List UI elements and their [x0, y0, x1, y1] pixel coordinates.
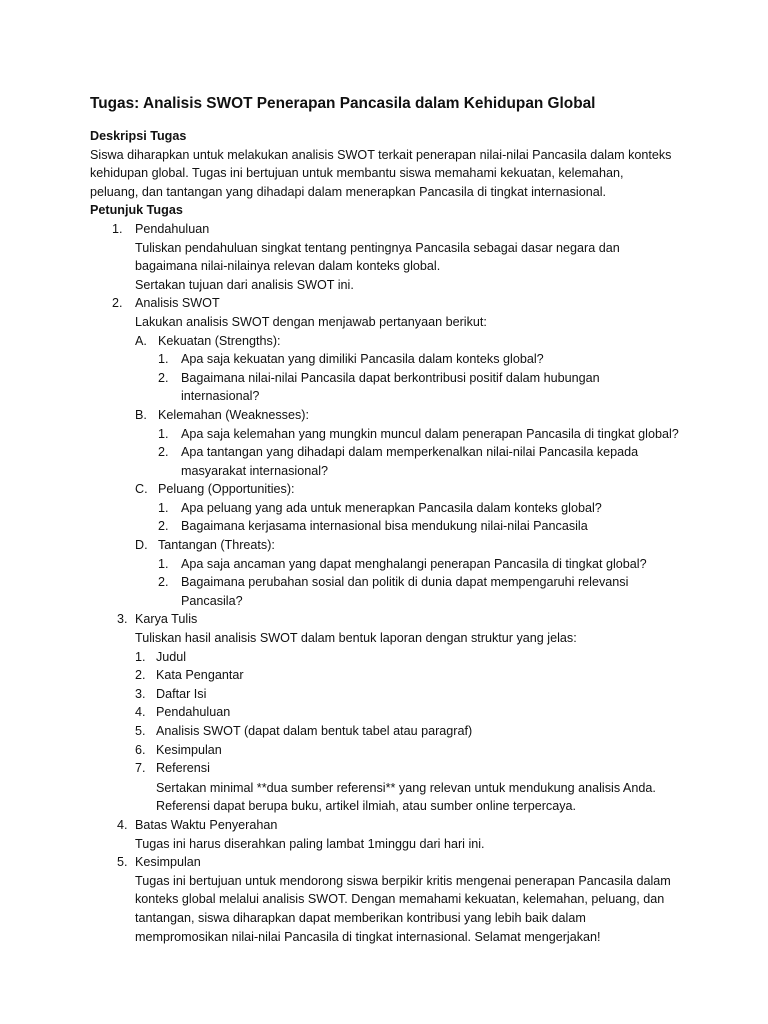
- list-letter: A.: [135, 333, 147, 348]
- section-title: Karya Tulis: [135, 612, 198, 627]
- list-number: 1.: [158, 426, 169, 441]
- document-title: Tugas: Analisis SWOT Penerapan Pancasila dalam Kehidupan Global: [90, 95, 596, 112]
- list-item-text: Kesimpulan: [156, 742, 222, 757]
- paragraph-line: Sertakan minimal **dua sumber referensi** yang relevan untuk mendukung analisis Anda.: [156, 780, 656, 795]
- question-line: Bagaimana perubahan sosial dan politik di dunia dapat mempengaruhi relevansi: [181, 575, 629, 590]
- list-number: 5.: [135, 724, 146, 738]
- referensi-note: [90, 779, 690, 816]
- document-content: [90, 94, 690, 946]
- paragraph-line: mempromosikan nilai-nilai Pancasila di tingkat internasional. Selamat mengerjakan!: [135, 929, 601, 944]
- deskripsi-heading: Deskripsi Tugas: [90, 129, 187, 143]
- list-number: 4.: [135, 705, 146, 720]
- list-letter: C.: [135, 482, 148, 497]
- section-title: Batas Waktu Penyerahan: [135, 817, 278, 832]
- deskripsi-paragraph: [90, 146, 690, 202]
- list-number: 3.: [135, 686, 146, 701]
- section-title: Analisis SWOT: [135, 296, 220, 311]
- section-intro: Tuliskan hasil analisis SWOT dalam bentuk laporan dengan struktur yang jelas:: [135, 631, 577, 646]
- question-line: Apa tantangan yang dihadapi dalam memperkenalkan nilai-nilai Pancasila kepada: [181, 445, 639, 460]
- list-item-text: Pendahuluan: [156, 705, 231, 720]
- question-item: [90, 517, 690, 536]
- section-title: Pendahuluan: [135, 221, 210, 236]
- list-number: 1.: [112, 221, 123, 236]
- list-item-text: Analisis SWOT (dapat dalam bentuk tabel atau paragraf): [156, 724, 473, 738]
- paragraph-line: bagaimana nilai-nilainya relevan dalam konteks global.: [135, 259, 441, 274]
- list-letter: B.: [135, 407, 147, 422]
- list-number: 1.: [158, 500, 169, 515]
- section-kesimpulan: [90, 853, 690, 946]
- question-line: Pancasila?: [181, 593, 243, 608]
- question-item: [90, 499, 690, 518]
- swot-label: Kelemahan (Weaknesses):: [158, 407, 309, 422]
- list-number: 5.: [117, 855, 128, 870]
- swot-label: Peluang (Opportunities):: [158, 482, 295, 497]
- list-item-text: Judul: [156, 649, 187, 664]
- list-number: 2.: [158, 445, 169, 460]
- list-number: 3.: [117, 612, 128, 627]
- list-number: 1.: [158, 556, 169, 571]
- list-item: [90, 703, 690, 722]
- list-number: 2.: [112, 296, 123, 311]
- list-item-text: Kata Pengantar: [156, 668, 244, 683]
- question-item: [90, 555, 690, 574]
- question-item: [90, 425, 690, 444]
- list-item: [90, 759, 690, 778]
- list-number: 2.: [135, 668, 146, 683]
- question-line: Bagaimana kerjasama internasional bisa mendukung nilai-nilai Pancasila: [181, 519, 588, 534]
- swot-kelemahan: [90, 406, 690, 425]
- question-line: masyarakat internasional?: [181, 463, 329, 478]
- swot-peluang: [90, 480, 690, 499]
- section-analisis-swot: [90, 294, 690, 331]
- swot-label: Kekuatan (Strengths):: [158, 333, 281, 348]
- list-item: [90, 722, 690, 741]
- question-item: [90, 350, 690, 369]
- list-number: 1.: [135, 649, 146, 664]
- list-item: [90, 666, 690, 685]
- list-number: 6.: [135, 742, 146, 757]
- list-item: [90, 741, 690, 760]
- paragraph-line: Tugas ini bertujuan untuk mendorong siswa berpikir kritis mengenai penerapan Pancasila dalam: [135, 873, 671, 888]
- paragraph-line: kehidupan global. Tugas ini bertujuan untuk membantu siswa memahami kekuatan, kelemahan,: [90, 166, 624, 181]
- list-number: 4.: [117, 817, 128, 832]
- question-item: [90, 369, 690, 406]
- section-pendahuluan: [90, 220, 690, 294]
- list-item-text: Referensi: [156, 761, 210, 776]
- question-line: internasional?: [181, 389, 260, 404]
- list-number: 1.: [158, 352, 169, 367]
- section-karya-tulis: [90, 610, 690, 647]
- list-item: [90, 685, 690, 704]
- list-number: 2.: [158, 370, 169, 385]
- list-letter: D.: [135, 538, 148, 553]
- section-batas-waktu: [90, 816, 690, 853]
- paragraph-line: konteks global melalui analisis SWOT. Dengan memahami kekuatan, kelemahan, peluang, dan: [135, 892, 665, 907]
- petunjuk-heading: Petunjuk Tugas: [90, 203, 183, 218]
- swot-tantangan: [90, 536, 690, 555]
- paragraph-line: Siswa diharapkan untuk melakukan analisis SWOT terkait penerapan nilai-nilai Pancasila dalam konteks: [90, 147, 672, 162]
- list-number: 2.: [158, 519, 169, 534]
- swot-label: Tantangan (Threats):: [158, 538, 275, 553]
- paragraph-line: Tugas ini harus diserahkan paling lambat 1minggu dari hari ini.: [135, 836, 485, 851]
- paragraph-line: Tuliskan pendahuluan singkat tentang pentingnya Pancasila sebagai dasar negara dan: [135, 240, 620, 255]
- paragraph-line: Referensi dapat berupa buku, artikel ilmiah, atau sumber online terpercaya.: [156, 799, 577, 814]
- paragraph-line: tantangan, siswa diharapkan dapat memberikan kontribusi yang lebih baik dalam: [135, 910, 586, 925]
- section-title: Kesimpulan: [135, 855, 201, 870]
- question-line: Apa peluang yang ada untuk menerapkan Pancasila dalam konteks global?: [181, 500, 602, 515]
- list-item-text: Daftar Isi: [156, 686, 207, 701]
- swot-kekuatan: [90, 332, 690, 351]
- list-number: 7.: [135, 761, 146, 776]
- list-number: 2.: [158, 575, 169, 590]
- question-line: Apa saja ancaman yang dapat menghalangi penerapan Pancasila di tingkat global?: [181, 556, 647, 571]
- question-item: [90, 573, 690, 610]
- question-line: Apa saja kelemahan yang mungkin muncul dalam penerapan Pancasila di tingkat global?: [181, 426, 679, 441]
- paragraph-line: peluang, dan tantangan yang dihadapi dalam menerapkan Pancasila di tingkat internasional.: [90, 184, 607, 199]
- list-item: [90, 648, 690, 667]
- question-item: [90, 443, 690, 480]
- question-line: Bagaimana nilai-nilai Pancasila dapat berkontribusi positif dalam hubungan: [181, 370, 600, 385]
- paragraph-line: Sertakan tujuan dari analisis SWOT ini.: [135, 277, 354, 292]
- question-line: Apa saja kekuatan yang dimiliki Pancasila dalam konteks global?: [181, 352, 544, 367]
- section-intro: Lakukan analisis SWOT dengan menjawab pertanyaan berikut:: [135, 314, 487, 329]
